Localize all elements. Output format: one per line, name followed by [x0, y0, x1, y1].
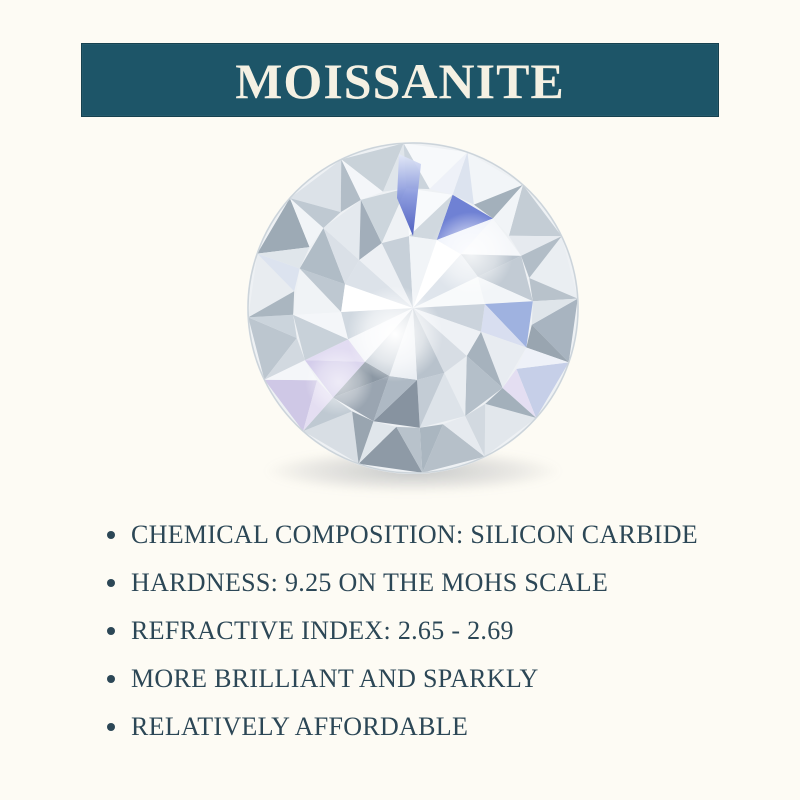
bullet-dot	[107, 627, 115, 635]
title-banner	[81, 43, 719, 117]
bullet-dot	[107, 675, 115, 683]
bullet-dot	[107, 723, 115, 731]
fact-item	[107, 559, 698, 607]
fact-item	[107, 703, 698, 751]
page-title: MOISSANITE	[235, 53, 565, 109]
gemstone-graphic	[243, 138, 583, 478]
fact-text: HARDNESS: 9.25 ON THE MOHS SCALE	[131, 568, 609, 597]
bullet-dot	[107, 579, 115, 587]
gemstone-image	[243, 138, 583, 478]
fact-text: REFRACTIVE INDEX: 2.65 - 2.69	[131, 616, 514, 645]
fact-item	[107, 511, 698, 559]
bullet-dot	[107, 531, 115, 539]
fact-text: RELATIVELY AFFORDABLE	[131, 712, 469, 741]
facts-list	[107, 511, 698, 751]
fact-item	[107, 607, 698, 655]
fact-text: MORE BRILLIANT AND SPARKLY	[131, 664, 539, 693]
fact-text: CHEMICAL COMPOSITION: SILICON CARBIDE	[131, 520, 698, 549]
gem-lower-flare	[305, 348, 373, 416]
gem-top-flare	[429, 212, 513, 296]
fact-item	[107, 655, 698, 703]
